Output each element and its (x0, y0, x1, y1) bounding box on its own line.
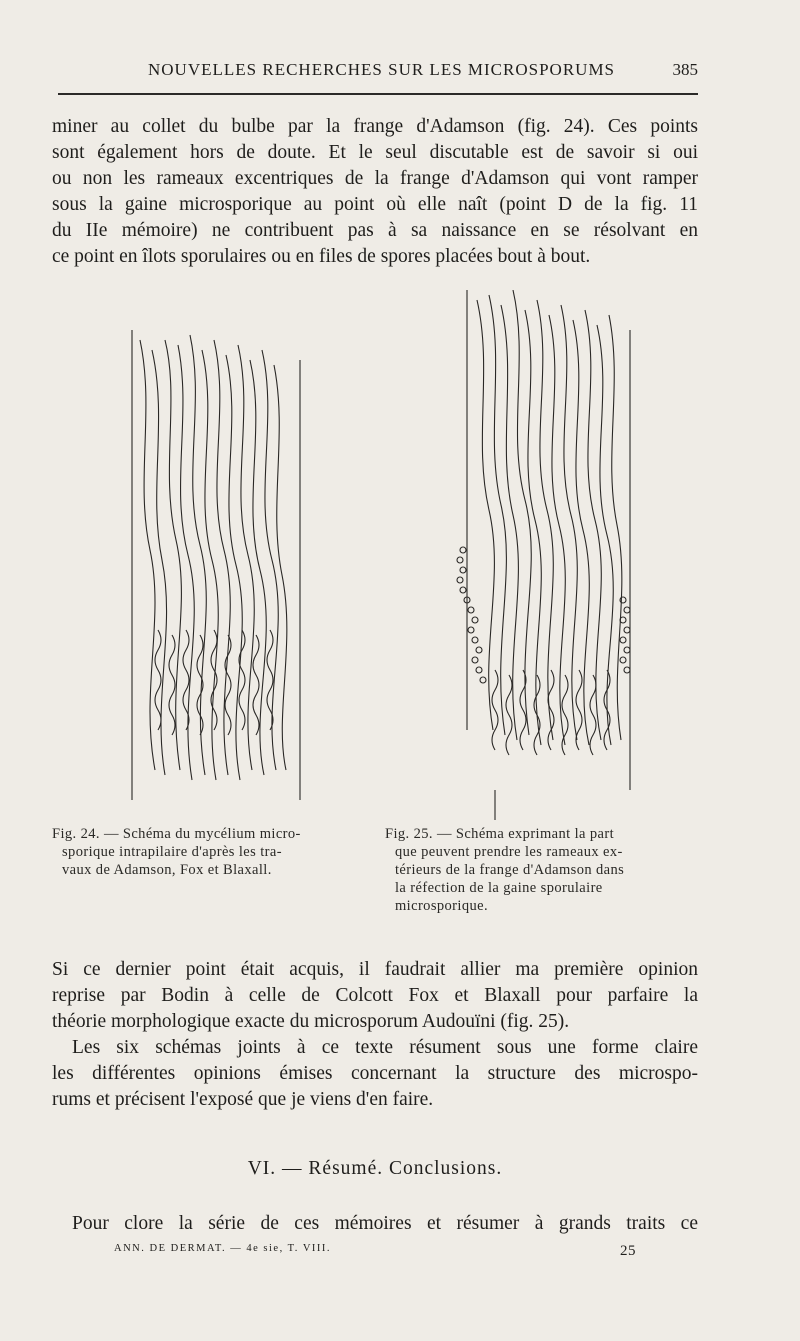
text-line: rums et précisent l'exposé que je viens d'en faire. (52, 1089, 434, 1110)
footer-journal-ref: ANN. DE DERMAT. — 4e sie, T. VIII. (114, 1243, 332, 1254)
paragraph-4 (52, 1211, 698, 1237)
running-title: NOUVELLES RECHERCHES SUR LES MICROSPORUMS (148, 60, 616, 79)
text-line: du IIe mémoire) ne contribuent pas à sa naissance en se résolvant en (52, 220, 698, 241)
header-rule (58, 93, 698, 95)
text-line: ou non les rameaux excentriques de la frange d'Adamson qui vont ramper (52, 168, 698, 189)
caption-line: vaux de Adamson, Fox et Blaxall. (62, 862, 272, 878)
caption-line: Fig. 24. — Schéma du mycélium micro- (52, 826, 301, 842)
caption-line: térieurs de la frange d'Adamson dans (395, 862, 625, 878)
figure-25-caption (385, 825, 705, 915)
page-number: 385 (672, 60, 698, 79)
caption-line: sporique intrapilaire d'après les tra- (62, 844, 282, 860)
footer-signature: 25 (620, 1243, 636, 1259)
text-line: Pour clore la série de ces mémoires et résumer à grands traits ce (72, 1213, 698, 1234)
text-line: Les six schémas joints à ce texte résument sous une forme claire (72, 1037, 698, 1058)
caption-line: que peuvent prendre les rameaux ex- (395, 844, 623, 860)
figure-24-caption (52, 825, 372, 879)
text-line: les différentes opinions émises concernant la structure des microspo- (52, 1063, 698, 1084)
text-line: théorie morphologique exacte du microsporum Audouïni (fig. 25). (52, 1011, 570, 1032)
text-line: sont également hors de doute. Et le seul discutable est de savoir si oui (52, 142, 698, 163)
figure-25-illustration (445, 290, 645, 820)
paragraph-2 (52, 957, 698, 1035)
paragraph-1 (52, 114, 698, 270)
caption-line: microsporique. (395, 898, 488, 914)
caption-line: la réfection de la gaine sporulaire (395, 880, 603, 896)
section-heading: VI. — Résumé. Conclusions. (247, 1158, 503, 1179)
caption-line: Fig. 25. — Schéma exprimant la part (385, 826, 615, 842)
text-line: miner au collet du bulbe par la frange d'Adamson (fig. 24). Ces points (52, 116, 698, 137)
figure-24-illustration (110, 330, 310, 820)
paragraph-3 (52, 1035, 698, 1113)
text-line: ce point en îlots sporulaires ou en files de spores placées bout à bout. (52, 246, 591, 267)
text-line: Si ce dernier point était acquis, il faudrait allier ma première opinion (52, 959, 698, 980)
text-line: reprise par Bodin à celle de Colcott Fox et Blaxall pour parfaire la (52, 985, 698, 1006)
running-head (52, 60, 698, 86)
text-line: sous la gaine microsporique au point où elle naît (point D de la fig. 11 (52, 194, 698, 215)
